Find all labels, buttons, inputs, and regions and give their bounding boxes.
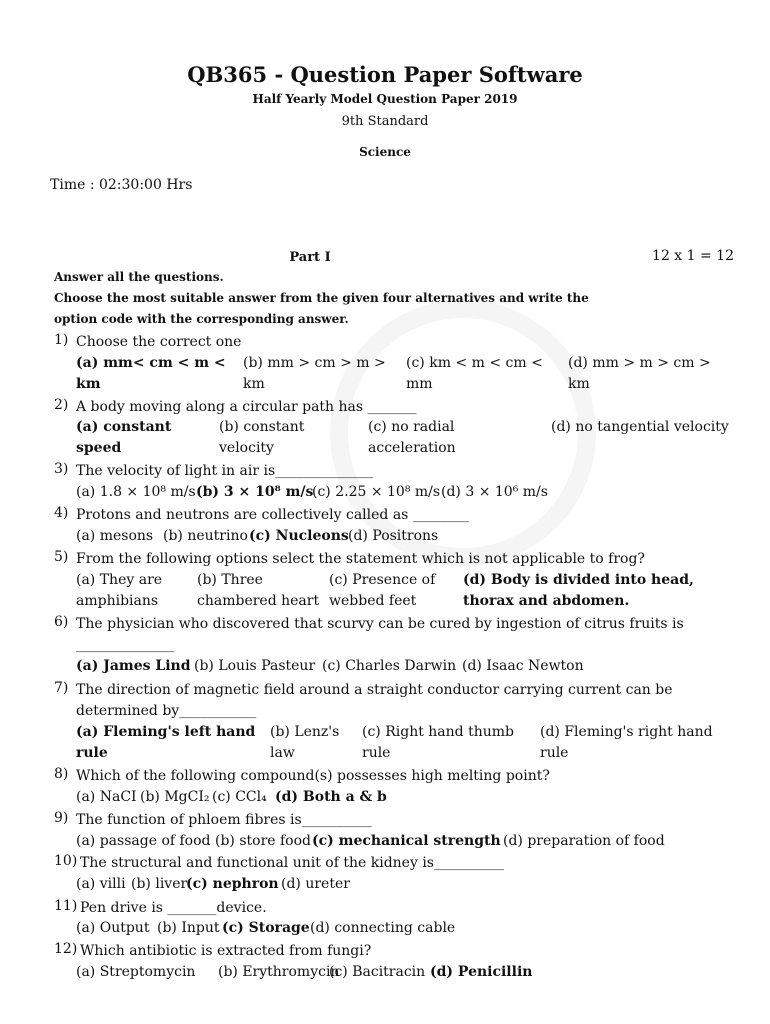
part-marks: 12 x 1 = 12 (652, 248, 734, 264)
option-d: (d) Both a & b (275, 789, 387, 805)
time-label: Time : 02:30:00 Hrs (50, 177, 193, 193)
option-d: (d) Body is divided into head, (463, 572, 694, 588)
option-b: (b) mm > cm > m > (243, 355, 386, 371)
question-text: A body moving along a circular path has _______ (76, 399, 417, 415)
option-d-cont: rule (540, 745, 569, 761)
subject-label: Science (359, 145, 411, 159)
option-b: (b) store food (215, 833, 312, 849)
option-b-cont: law (270, 745, 295, 761)
option-d: (d) no tangential velocity (551, 419, 729, 435)
option-a: (a) 1.8 × 10⁸ m/s (76, 484, 196, 500)
question-number: 6) (54, 614, 69, 630)
option-c: (c) Charles Darwin (322, 658, 457, 674)
option-b-cont: chambered heart (197, 593, 320, 609)
option-b-cont: km (243, 376, 265, 392)
question-number: 3) (54, 461, 69, 477)
paper-title: QB365 - Question Paper Software (187, 62, 583, 87)
option-d: (d) ureter (281, 876, 350, 892)
option-a: (a) James Lind (76, 658, 191, 674)
question-text: From the following options select the statement which is not applicable to frog? (76, 551, 645, 567)
question-text-cont: ______________ (76, 637, 174, 653)
option-c: (c) Bacitracin (329, 964, 426, 980)
question-number: 7) (54, 680, 69, 696)
question-text: The physician who discovered that scurvy can be cured by ingestion of citrus fruits is (76, 616, 684, 632)
option-c: (c) nephron (186, 876, 279, 892)
option-d: (d) connecting cable (310, 920, 456, 936)
option-a: (a) villi (76, 876, 126, 892)
question-number: 10) (54, 853, 78, 869)
option-b: (b) Lenz's (270, 724, 340, 740)
option-d-cont: thorax and abdomen. (463, 593, 630, 609)
option-a: (a) mm< cm < m < (76, 355, 226, 371)
question-text: Pen drive is _______device. (80, 900, 267, 916)
option-c: (c) Nucleons (249, 528, 349, 544)
option-a: (a) NaCI (76, 789, 137, 805)
option-a: (a) mesons (76, 528, 154, 544)
question-text: The direction of magnetic field around a straight conductor carrying current can be (76, 682, 673, 698)
option-c-cont: rule (362, 745, 391, 761)
option-b: (b) Erythromycin (218, 964, 340, 980)
option-b-cont: velocity (219, 440, 274, 456)
question-number: 9) (54, 810, 69, 826)
question-text: Choose the correct one (76, 334, 242, 350)
option-c-cont: mm (406, 376, 433, 392)
paper-subtitle: Half Yearly Model Question Paper 2019 (252, 92, 518, 106)
option-b: (b) 3 × 10⁸ m/s (196, 484, 314, 500)
instruction-2: Choose the most suitable answer from the given four alternatives and write the (54, 291, 589, 305)
option-c: (c) no radial (368, 419, 455, 435)
option-a-cont: amphibians (76, 593, 159, 609)
option-d: (d) Isaac Newton (462, 658, 584, 674)
question-text: Which antibiotic is extracted from fungi? (80, 943, 372, 959)
option-a-cont: km (76, 376, 101, 392)
option-a-cont: rule (76, 745, 108, 761)
question-number: 2) (54, 397, 69, 413)
option-b: (b) Louis Pasteur (194, 658, 316, 674)
standard-label: 9th Standard (341, 114, 429, 129)
option-c: (c) Right hand thumb (362, 724, 514, 740)
option-c: (c) Presence of (329, 572, 436, 588)
option-a: (a) passage of food (76, 833, 211, 849)
option-b: (b) MgCI₂ (140, 789, 210, 805)
option-c-cont: webbed feet (329, 593, 417, 609)
option-c-cont: acceleration (368, 440, 456, 456)
question-number: 4) (54, 505, 69, 521)
question-number: 5) (54, 549, 69, 565)
option-d: (d) Fleming's right hand (540, 724, 713, 740)
option-d: (d) 3 × 10⁶ m/s (441, 484, 548, 500)
option-c: (c) mechanical strength (312, 833, 501, 849)
option-b: (b) neutrino (163, 528, 248, 544)
option-d: (d) mm > m > cm > (568, 355, 711, 371)
question-number: 11) (54, 898, 78, 914)
question-text: The structural and functional unit of the kidney is__________ (80, 855, 504, 871)
option-b: (b) constant (219, 419, 305, 435)
question-number: 1) (54, 332, 69, 348)
option-d: (d) Penicillin (430, 964, 533, 980)
question-number: 8) (54, 766, 69, 782)
option-c: (c) CCl₄ (212, 789, 267, 805)
option-b: (b) Three (197, 572, 263, 588)
option-d: (d) preparation of food (503, 833, 665, 849)
question-text: The function of phloem fibres is__________ (76, 812, 372, 828)
option-a: (a) constant (76, 419, 172, 435)
option-b: (b) liver (131, 876, 188, 892)
option-c: (c) Storage (222, 920, 310, 936)
option-a: (a) They are (76, 572, 163, 588)
option-c: (c) 2.25 × 10⁸ m/s (312, 484, 441, 500)
option-d-cont: km (568, 376, 590, 392)
question-text: Protons and neutrons are collectively called as ________ (76, 507, 469, 523)
instruction-1: Answer all the questions. (54, 270, 224, 284)
instruction-3: option code with the corresponding answer. (54, 312, 349, 326)
option-d: (d) Positrons (348, 528, 439, 544)
option-c: (c) km < m < cm < (406, 355, 543, 371)
question-text: Which of the following compound(s) possesses high melting point? (76, 768, 550, 784)
option-a: (a) Output (76, 920, 150, 936)
question-text: The velocity of light in air is______________ (76, 463, 374, 479)
option-a: (a) Streptomycin (76, 964, 196, 980)
question-number: 12) (54, 941, 78, 957)
option-a-cont: speed (76, 440, 122, 456)
option-b: (b) Input (157, 920, 220, 936)
part-title: Part I (289, 250, 331, 265)
question-text-cont: determined by___________ (76, 703, 257, 719)
option-a: (a) Fleming's left hand (76, 724, 256, 740)
